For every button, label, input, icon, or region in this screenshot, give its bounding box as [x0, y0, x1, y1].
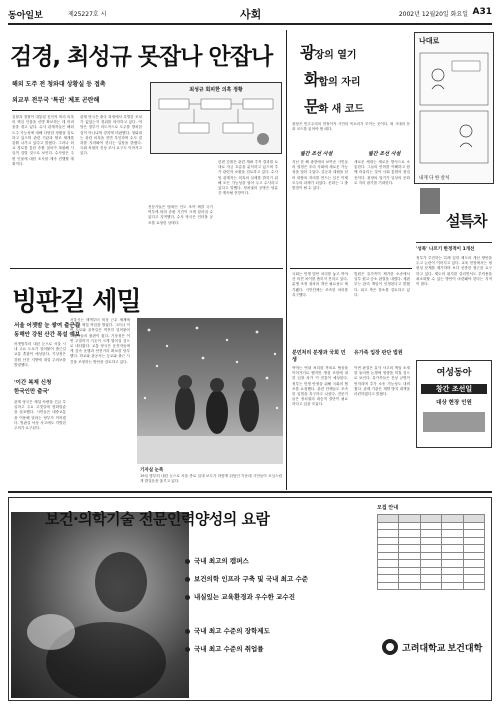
- ad-top-rule: [8, 491, 492, 493]
- university-name: 고려대학교: [402, 643, 446, 654]
- masthead-rule: [8, 23, 492, 25]
- bullet-icon: [185, 629, 190, 634]
- flow-diagram: [151, 95, 279, 150]
- lead-kicker-2: 외교부 전무국 '특권' 체포 곤란해: [12, 97, 100, 104]
- feature-kicker-1: 서울 어젯밤 눈 쌓여 출근길: [14, 323, 81, 329]
- column-line-3: 화 새 코드: [318, 104, 365, 115]
- university-logo-block: [381, 638, 485, 682]
- column-sub-left: 월간 조선 사설: [300, 151, 333, 157]
- opinion-title: 설특차: [446, 212, 487, 230]
- photo-figures: [137, 318, 283, 464]
- magazine-cover-image: [423, 412, 485, 432]
- newspaper-name: 동아일보: [8, 11, 43, 21]
- ad-photo: [11, 512, 189, 698]
- cartoon-caption: 내게 다 한 살처: [419, 176, 450, 181]
- ad-photo-figure: [11, 512, 189, 698]
- feature-body-col-1: 어젯밤부터 내린 눈으로 서울 시내 주요 도로가 얼어붙어 출근길 교통 혼잡이 예상된다. 기상청은 강원 산간 지방에 대설 주의보를 발령했다.: [14, 342, 66, 367]
- lead-body-col-1: 검찰과 경찰이 대통령 친인척 비리 의혹의 핵심 인물을 신병 확보하는 데 어려움을 겪고 있다. 수사 관계자들은 해외 도주 가능성에 대해 다양한 정황을 검토하고 있으며 관련 기관과 협조 체계를 갖춰 나가고 있다고 밝혔다. 그러나 외교 경로를 통한 송환 절차가 복잡해 시일이 걸릴 것으로 보인다. 수사팀은 주변 인물에 대한 조사를 계속 진행할 계획이다.: [12, 115, 74, 166]
- ad-bullet-text: 보건의학 인프라 구축 및 국내 최고 수준: [194, 575, 309, 583]
- magazine-brand: 여성동아: [436, 368, 472, 378]
- ad-bullet-2: [185, 574, 308, 583]
- page-number: A31: [472, 7, 492, 17]
- magazine-line-2: 대상 현장 인원: [436, 400, 472, 406]
- kicker-rule: [12, 110, 152, 111]
- ad-title: 보건·의학기술 전문인력양성의 요람: [45, 510, 270, 528]
- vertical-rule: [286, 30, 287, 490]
- lead-body-col-2: 관계 당국은 출국 과정에서 특별한 조치가 없었는지 경위를 파악하고 있다. 야당은 정부가 의도적으로 도주를 방치한 것이 아니냐며 강하게 비판했다. 청와대는 관련 의혹을 전면 부인하며 수사 결과를 지켜봐야 한다는 입장을 밝혔다. 국회 차원의 진상 조사 요구도 이어지고 있다.: [80, 115, 142, 156]
- ad-bullet-text: 국내 최고의 캠퍼스: [194, 557, 249, 565]
- mid-rule: [290, 268, 412, 269]
- column-line-1: 장의 열기: [314, 50, 357, 61]
- lead-kicker-1: 해외 도주 전 청와대 상황실 등 접촉: [12, 81, 106, 88]
- column-letter-2: 화: [304, 70, 319, 89]
- cartoon-panel: [414, 32, 494, 184]
- lead-body-col-4: 한편 검찰은 관련 계좌 추적 결과를 토대로 자금 흐름을 분석하고 있으며 추가 관련자 소환을 검토하고 있다. 수사팀 관계자는 의혹의 실체를 밝히기 위해 모든 가능성을 열어 두고 수사하고 있다고 말했다. 정치권의 공방은 당분간 계속될 전망이다.: [218, 160, 278, 196]
- feature-kicker-3: '이간 복제 신청: [14, 380, 52, 386]
- photo-caption-text: 19일 밤부터 내린 눈으로 서울 종로 일대 보도가 하얗게 뒤덮인 가운데 시민들이 조심스럽게 발걸음을 옮기고 있다.: [140, 474, 282, 484]
- ad-bullet-1: [185, 556, 249, 565]
- photo-caption: 기자실 눈폭: [140, 468, 164, 473]
- lead-headline: 검경, 최성규 못잡나 안잡나: [10, 44, 273, 70]
- opinion-body: 정부가 추진하는 특례 입학 제도의 개선 방안을 두고 논란이 이어지고 있다. 교육 현장에서는 형평성 문제를 제기하며 보다 신중한 접근을 요구하고 있다. 제도의 취지를 살리면서도 부작용을 최소화할 수 있는 방안이 마련돼야 한다는 지적이 많다.: [416, 256, 492, 287]
- university-emblem-icon: [381, 638, 399, 656]
- issue-date: 2002년 12월20일 화요일: [398, 11, 468, 18]
- column-title: [290, 40, 410, 117]
- column-lead-text: 광장은 민주주의의 현장이자 시민의 목소리가 모이는 곳이다. 새 시대의 문화 코드를 읽어야 할 때다.: [292, 122, 410, 132]
- mid-body-1: 국회는 민생 법안 처리를 놓고 여야 간 의견 차이를 좁히지 못하고 있다. 분쟁 조정 절차의 개선 필요성도 제기됐다. 시민단체는 조속한 처리를 촉구했다.: [292, 272, 348, 297]
- mid-body-2: 법원은 유가족이 제기한 소송에서 일부 원고 승소 판결을 내렸다. 재판부는 관리 책임이 인정된다고 밝혔다. 피고 측은 항소를 검토하고 있다.: [354, 272, 410, 297]
- ad-bullet-4: [185, 626, 270, 635]
- column-line-2: 합의 자리: [318, 77, 361, 88]
- issue-number: 제25227호 시: [68, 11, 107, 18]
- masthead: [8, 6, 492, 22]
- mid-body-3: 여야는 연내 처리를 목표로 협상을 이어가기로 했지만 쟁점 조항에 대한 입장 차가 커 진통이 예상된다. 정부는 민생 안정을 위해 국회의 협조를 요청했다. 관련 단체들도 조속한 입법을 촉구하고 나섰다. 전문가들은 정치권의 대승적 결단이 필요하다고 입을 모았다.: [292, 366, 348, 407]
- lead-body-col-3: 전문가들은 범죄인 인도 조약 체결 국가 여부에 따라 송환 기간이 크게 달라질 수 있다고 지적했다. 수사 당국은 인터폴 공조를 요청한 상태다.: [148, 205, 213, 225]
- ad-bullet-text: 국내 최고 수준의 취업률: [194, 645, 264, 653]
- section-divider: [10, 268, 283, 269]
- ad-bullet-text: 국내 최고 수준의 장학제도: [194, 627, 270, 635]
- column-body-2: 새로운 세대는 새로운 방식으로 소통한다. 그들의 언어를 이해하고 함께 어울리는 것이 사회 통합의 첫걸음이다. 광장의 열기가 일상의 문화로 자리 잡기를 기대한다.: [354, 160, 410, 185]
- university-ad[interactable]: [8, 497, 492, 701]
- ad-bullet-text: 내실있는 교육환경과 우수한 교수진: [194, 593, 295, 601]
- columnist-photo: [420, 188, 440, 214]
- ad-table-header: 모집 안내: [377, 505, 399, 511]
- ad-bullet-3: [185, 592, 295, 601]
- column-letter-1: 광: [300, 43, 315, 62]
- column-sub-right: 월간 조선 사설: [368, 151, 401, 157]
- magazine-ad[interactable]: [416, 360, 492, 448]
- column-letter-3: 문: [304, 97, 319, 116]
- magazine-line-1: 창간 조선일: [421, 384, 487, 394]
- admission-table: [377, 514, 485, 590]
- graphic-title: 최성규 회피한 의혹 정황: [189, 87, 243, 93]
- feature-body-col-2: 관계 당국은 제설 차량을 긴급 투입하고 주요 고갯길에 염화칼슘을 살포했다. 시민들은 대중교통을 이용해 달라는 당부가 이어졌다. 빙판길 낙상 사고에도 각별한 주의가 요구된다.: [14, 400, 66, 431]
- section-title: 사회: [240, 8, 262, 21]
- bullet-icon: [185, 647, 190, 652]
- mid-body-4: 이번 판결은 유사 사고의 책임 소재를 둘러싼 논쟁에 영향을 미칠 것으로 보인다. 유가족들은 진상 규명이 먼저라며 추가 소송 가능성도 내비쳤다. 관계 기관은 재발 방지 대책을 마련하겠다고 밝혔다.: [354, 366, 410, 397]
- lead-graphic: [150, 82, 282, 154]
- cartoon-title: 나대로: [419, 37, 440, 45]
- snow-street-photo: [137, 318, 283, 464]
- bullet-icon: [185, 577, 190, 582]
- bullet-icon: [185, 559, 190, 564]
- cartoon-drawing: [416, 49, 492, 169]
- mid-headline-right: 유가족 입장 판단 법원: [354, 350, 403, 356]
- feature-kicker-4: 한국인만 출국': [14, 389, 50, 395]
- college-name: 보건대학: [447, 643, 483, 654]
- opinion-header: [416, 188, 492, 243]
- column-body-1: 지난 한 해 광장에서 보여준 시민들의 열정은 우리 사회에 새로운 가능성을 열어 주었다. 갈등과 대립을 넘어 화합의 자리를 만드는 일은 이제 모두의 과제가 되었다. 문화는 그 출발점이 될 수 있다.: [292, 160, 348, 191]
- mid-headline-left: 분민처리 분쟁과 국회 민생: [292, 350, 346, 363]
- university-logo: [381, 638, 485, 656]
- feature-kicker-2: 동해안 강원 산간 폭설 예보: [14, 332, 81, 338]
- ad-bullet-5: [185, 644, 264, 653]
- feature-body-col-3: 서울시는 새벽부터 비상 근무 체제에 돌입해 제설 작업을 벌였다. 그러나 이면 도로와 골목길은 여전히 얼어붙어 보행자들의 불편이 컸다. 기상청은 이번 주말까지 기온이 크게 떨어질 것으로 내다봤다. 교통 당국은 운전자들에게 감속 운행과 안전거리 확보를 당부했다. 학교와 관공서는 등교와 출근 시간을 조정하는 방안을 검토하고 있다.: [70, 318, 130, 364]
- opinion-kicker: '성특' 나르기 한정적이 1개선: [416, 247, 475, 252]
- feature-headline: 빙판길 세밀: [12, 287, 141, 317]
- bullet-icon: [185, 595, 190, 600]
